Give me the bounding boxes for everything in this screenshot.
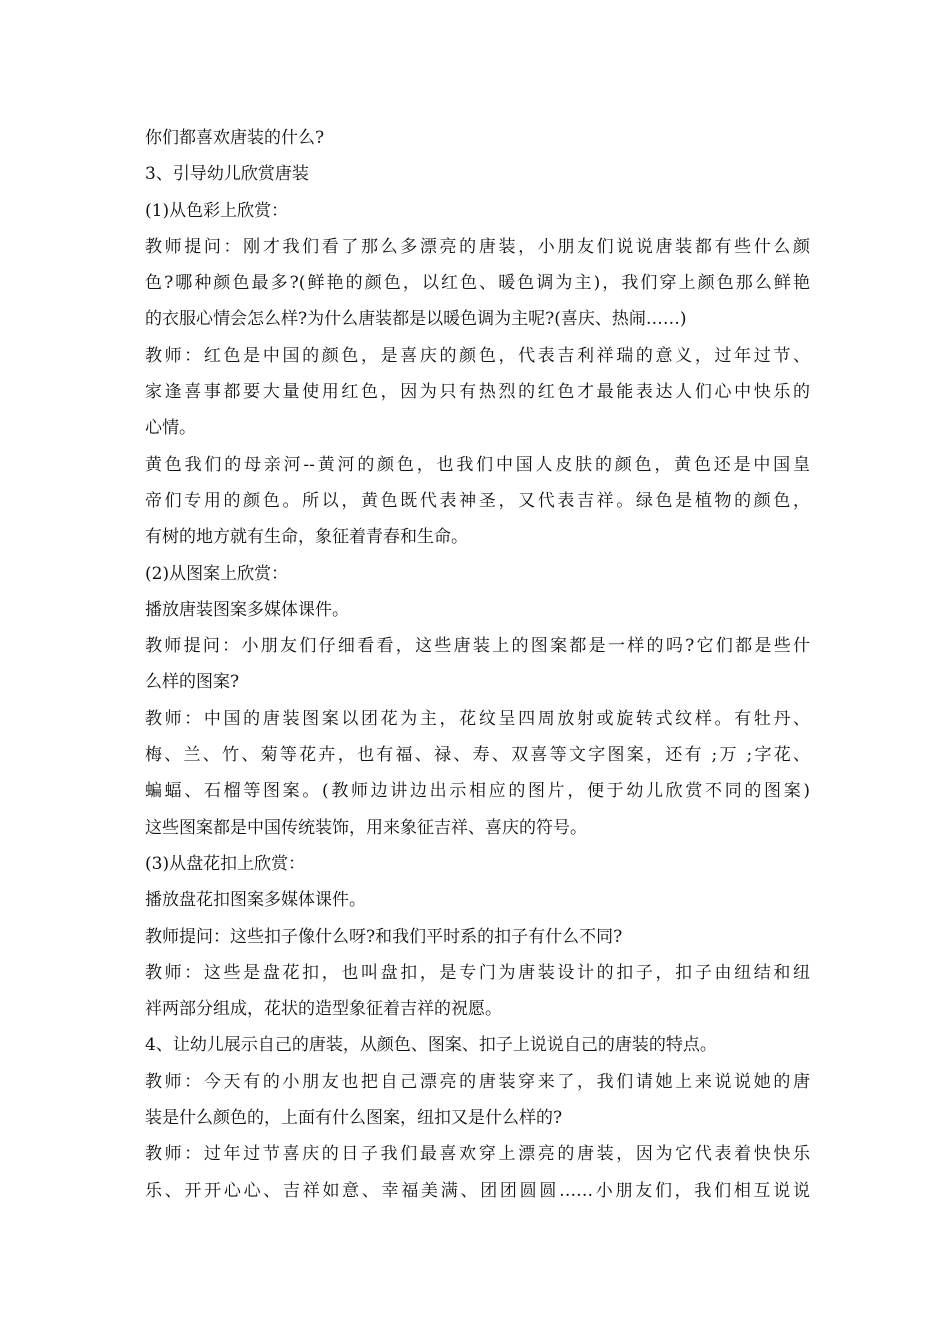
text-line: 蝙蝠、石榴等图案。(教师边讲边出示相应的图片，便于幼儿欣赏不同的图案) [145, 781, 810, 802]
section-heading: 3、引导幼儿欣赏唐装 [145, 164, 309, 185]
subsection-heading: (1)从色彩上欣赏： [145, 200, 289, 221]
text-line: 教师提问：这些扣子像什么呀?和我们平时系的扣子有什么不同? [145, 926, 623, 947]
text-line: 教师：红色是中国的颜色，是喜庆的颜色，代表吉利祥瑞的意义，过年过节、 [145, 345, 810, 366]
text-line: 袢两部分组成，花状的造型象征着吉祥的祝愿。 [145, 999, 502, 1020]
text-line: 你们都喜欢唐装的什么? [145, 128, 325, 148]
section-heading: 4、让幼儿展示自己的唐装，从颜色、图案、扣子上说说自己的唐装的特点。 [145, 1035, 717, 1056]
text-line: 家逢喜事都要大量使用红色，因为只有热烈的红色才最能表达人们心中快乐的 [145, 382, 810, 403]
text-line: 黄色我们的母亲河--黄河的颜色，也我们中国人皮肤的颜色，黄色还是中国皇 [145, 454, 810, 475]
text-line: 播放唐装图案多媒体课件。 [145, 599, 349, 620]
text-line: 梅、兰、竹、菊等花卉，也有福、禄、寿、双喜等文字图案，还有 ;万 ;字花、 [145, 745, 810, 766]
text-line: 心情。 [145, 418, 196, 439]
text-line: 教师：今天有的小朋友也把自己漂亮的唐装穿来了，我们请她上来说说她的唐 [145, 1071, 810, 1092]
text-line: 教师提问：小朋友们仔细看看，这些唐装上的图案都是一样的吗?它们都是些什 [145, 636, 810, 657]
text-line: 乐、开开心心、吉祥如意、幸福美满、团团圆圆……小朋友们，我们相互说说 [145, 1180, 810, 1201]
text-line: 的衣服心情会怎么样?为什么唐装都是以暖色调为主呢?(喜庆、热闹……) [145, 309, 687, 330]
subsection-heading: (3)从盘花扣上欣赏： [145, 853, 306, 874]
text-line: 教师：中国的唐装图案以团花为主，花纹呈四周放射或旋转式纹样。有牡丹、 [145, 708, 810, 729]
text-line: 教师：这些是盘花扣，也叫盘扣，是专门为唐装设计的扣子，扣子由纽结和纽 [145, 962, 810, 983]
text-line: 帝们专用的颜色。所以，黄色既代表神圣，又代表吉祥。绿色是植物的颜色， [145, 490, 810, 511]
subsection-heading: (2)从图案上欣赏： [145, 563, 289, 584]
document-body [145, 120, 810, 1209]
text-line: 色?哪种颜色最多?(鲜艳的颜色，以红色、暖色调为主)，我们穿上颜色那么鲜艳 [145, 273, 810, 294]
text-line: 这些图案都是中国传统装饰，用来象征吉祥、喜庆的符号。 [145, 817, 587, 838]
text-line: 播放盘花扣图案多媒体课件。 [145, 890, 366, 911]
text-line: 教师：过年过节喜庆的日子我们最喜欢穿上漂亮的唐装，因为它代表着快快乐 [145, 1144, 810, 1165]
text-line: 装是什么颜色的，上面有什么图案，纽扣又是什么样的? [145, 1108, 563, 1129]
text-line: 么样的图案? [145, 672, 240, 693]
text-line: 有树的地方就有生命，象征着青春和生命。 [145, 527, 468, 548]
text-line: 教师提问：刚才我们看了那么多漂亮的唐装，小朋友们说说唐装都有些什么颜 [145, 236, 810, 257]
